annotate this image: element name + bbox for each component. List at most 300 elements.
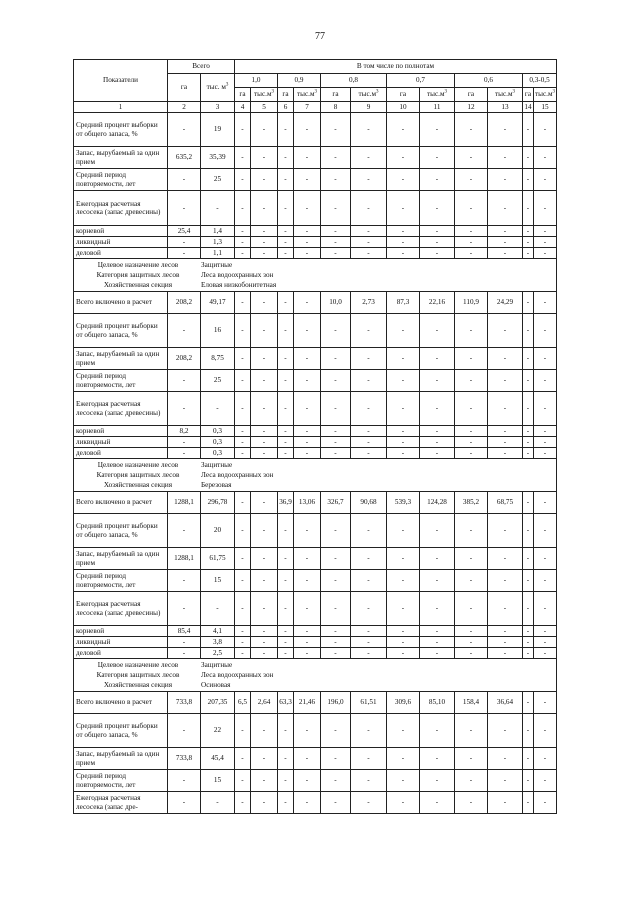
table-cell: - <box>534 637 557 648</box>
section-value: Осиновая <box>201 680 231 689</box>
table-cell: - <box>455 514 488 548</box>
table-cell: - <box>351 748 387 770</box>
table-cell: - <box>351 348 387 370</box>
table-cell: - <box>321 147 351 169</box>
row-indicator: деловой <box>74 248 168 259</box>
table-cell: - <box>251 147 278 169</box>
table-cell: - <box>278 370 294 392</box>
table-cell: - <box>351 514 387 548</box>
subheader-ha: га <box>523 88 534 102</box>
table-cell: - <box>351 548 387 570</box>
section-value: Защитные <box>201 260 233 269</box>
table-cell: 124,28 <box>420 492 455 514</box>
section-line <box>75 280 555 290</box>
header-density: 0,8 <box>321 74 387 88</box>
column-number: 1 <box>74 102 168 113</box>
table-cell: - <box>351 437 387 448</box>
column-number: 9 <box>351 102 387 113</box>
table-cell: - <box>251 113 278 147</box>
table-cell: - <box>251 570 278 592</box>
table-cell: - <box>420 626 455 637</box>
section-line <box>75 680 555 690</box>
table-cell: - <box>278 348 294 370</box>
row-indicator: Средний процент выборки от общего запаса, % <box>74 514 168 548</box>
table-cell: - <box>321 792 351 814</box>
table-cell: 10,0 <box>321 292 351 314</box>
table-cell: - <box>321 237 351 248</box>
table-cell: - <box>523 492 534 514</box>
subheader-m3: $тыс.м^3$ <box>294 88 321 102</box>
table-cell: - <box>488 592 523 626</box>
table-cell: - <box>168 314 201 348</box>
table-cell: 35,39 <box>201 147 235 169</box>
table-cell: - <box>251 292 278 314</box>
table-cell: - <box>420 437 455 448</box>
table-row <box>74 392 557 426</box>
table-cell: - <box>488 426 523 437</box>
table-cell: 208,2 <box>168 292 201 314</box>
table-cell: - <box>534 770 557 792</box>
row-indicator: ликвидный <box>74 237 168 248</box>
table-cell: 1288,1 <box>168 548 201 570</box>
table-cell: 15 <box>201 570 235 592</box>
section-line <box>75 260 555 270</box>
table-cell: 110,9 <box>455 292 488 314</box>
subheader-m3: $тыс.м^3$ <box>534 88 557 102</box>
table-cell: 733,8 <box>168 692 201 714</box>
table-cell: - <box>387 548 420 570</box>
table-cell: - <box>351 426 387 437</box>
table-cell: - <box>420 514 455 548</box>
row-indicator: Запас, вырубаемый за один прием <box>74 147 168 169</box>
table-cell: - <box>294 237 321 248</box>
table-cell: 733,8 <box>168 748 201 770</box>
table-cell: - <box>534 191 557 226</box>
header-total: Всего <box>168 60 235 74</box>
header-density: 1,0 <box>235 74 278 88</box>
table-cell: - <box>534 626 557 637</box>
table-cell: - <box>455 437 488 448</box>
table-cell: 1,1 <box>201 248 235 259</box>
table-cell: - <box>235 770 251 792</box>
row-indicator: Ежегодная расчетная лесосека (запас древесины) <box>74 191 168 226</box>
table-row <box>74 548 557 570</box>
subheader-ha: га <box>278 88 294 102</box>
table-cell: - <box>168 237 201 248</box>
table-cell: - <box>387 370 420 392</box>
table-cell: - <box>488 748 523 770</box>
table-cell: - <box>321 748 351 770</box>
table-cell: - <box>351 113 387 147</box>
table-cell: - <box>294 592 321 626</box>
table-cell: - <box>278 714 294 748</box>
table-cell: - <box>278 792 294 814</box>
table-cell: - <box>387 792 420 814</box>
table-cell: - <box>534 514 557 548</box>
table-cell: 45,4 <box>201 748 235 770</box>
table-cell: - <box>168 169 201 191</box>
header-indicators: Показатели <box>74 60 168 102</box>
table-row <box>74 113 557 147</box>
section-value: Леса водоохранных зон <box>201 270 274 279</box>
table-cell: - <box>351 237 387 248</box>
table-cell: - <box>278 314 294 348</box>
table-cell: - <box>251 714 278 748</box>
table-cell: - <box>534 448 557 459</box>
table-cell: - <box>523 570 534 592</box>
table-cell: - <box>523 226 534 237</box>
subheader-ha: га <box>235 88 251 102</box>
table-cell: - <box>351 370 387 392</box>
section-line <box>75 670 555 680</box>
table-cell: 90,68 <box>351 492 387 514</box>
table-row <box>74 637 557 648</box>
table-cell: - <box>235 226 251 237</box>
column-number: 8 <box>321 102 351 113</box>
table-cell: - <box>294 792 321 814</box>
table-cell: 158,4 <box>455 692 488 714</box>
table-cell: 1,4 <box>201 226 235 237</box>
table-cell: - <box>534 437 557 448</box>
table-cell: - <box>523 514 534 548</box>
table-cell: - <box>534 548 557 570</box>
table-cell: - <box>168 514 201 548</box>
section-header-row <box>74 259 557 292</box>
table-cell: 25,4 <box>168 226 201 237</box>
table-cell: - <box>235 548 251 570</box>
table-cell: - <box>534 226 557 237</box>
table-row <box>74 570 557 592</box>
table-cell: - <box>251 492 278 514</box>
header-total-ha: га <box>168 74 201 102</box>
table-cell: - <box>294 637 321 648</box>
table-cell: - <box>321 226 351 237</box>
table-cell: - <box>251 370 278 392</box>
table-cell: - <box>387 191 420 226</box>
table-cell: - <box>387 237 420 248</box>
table-cell: - <box>321 714 351 748</box>
table-cell: - <box>251 437 278 448</box>
table-cell: - <box>294 770 321 792</box>
table-cell: - <box>321 514 351 548</box>
subheader-m3: $тыс.м^3$ <box>488 88 523 102</box>
column-number: 5 <box>251 102 278 113</box>
row-indicator: деловой <box>74 448 168 459</box>
table-cell: - <box>455 770 488 792</box>
table-cell: - <box>488 370 523 392</box>
table-cell: - <box>294 226 321 237</box>
table-cell: - <box>321 426 351 437</box>
table-cell: - <box>278 770 294 792</box>
table-cell: - <box>420 426 455 437</box>
table-cell: - <box>420 570 455 592</box>
table-cell: - <box>488 169 523 191</box>
table-cell: - <box>294 426 321 437</box>
table-cell: - <box>420 169 455 191</box>
row-indicator: Ежегодная расчетная лесосека (запас древесины) <box>74 592 168 626</box>
table-cell: - <box>455 314 488 348</box>
table-cell: - <box>251 169 278 191</box>
row-indicator: Ежегодная расчетная лесосека (запас древесины) <box>74 392 168 426</box>
table-cell: - <box>321 191 351 226</box>
table-cell: - <box>523 548 534 570</box>
table-cell: - <box>455 714 488 748</box>
table-cell: - <box>294 448 321 459</box>
table-row <box>74 292 557 314</box>
table-cell: 68,75 <box>488 492 523 514</box>
table-cell: - <box>387 169 420 191</box>
table-cell: - <box>251 237 278 248</box>
table-cell: - <box>351 191 387 226</box>
section-header-row <box>74 659 557 692</box>
table-cell: - <box>420 348 455 370</box>
table-row <box>74 692 557 714</box>
table-cell: - <box>168 448 201 459</box>
table-cell: - <box>523 792 534 814</box>
table-cell: - <box>294 370 321 392</box>
table-cell: - <box>488 113 523 147</box>
table-cell: - <box>168 770 201 792</box>
section-key: Целевое назначение лесов <box>97 260 179 269</box>
table-cell: - <box>321 437 351 448</box>
table-cell: - <box>278 648 294 659</box>
table-cell: 61,51 <box>351 692 387 714</box>
table-cell: - <box>523 648 534 659</box>
row-indicator: Запас, вырубаемый за один прием <box>74 548 168 570</box>
table-cell: - <box>321 770 351 792</box>
table-cell: - <box>387 113 420 147</box>
section-value: Леса водоохранных зон <box>201 470 274 479</box>
table-cell: - <box>235 348 251 370</box>
table-cell: - <box>387 770 420 792</box>
table-cell: - <box>251 348 278 370</box>
table-row <box>74 770 557 792</box>
table-cell: - <box>251 626 278 637</box>
table-cell: - <box>321 570 351 592</box>
table-cell: - <box>235 637 251 648</box>
table-cell: - <box>278 637 294 648</box>
table-row <box>74 314 557 348</box>
table-cell: - <box>523 437 534 448</box>
table-cell: - <box>387 648 420 659</box>
table-cell: - <box>534 314 557 348</box>
table-cell: - <box>387 348 420 370</box>
table-cell: - <box>455 548 488 570</box>
table-cell: - <box>387 392 420 426</box>
table-cell: - <box>420 113 455 147</box>
table-row <box>74 147 557 169</box>
section-value: Леса водоохранных зон <box>201 670 274 679</box>
table-cell: - <box>294 748 321 770</box>
table-cell: - <box>523 448 534 459</box>
table-cell: - <box>251 314 278 348</box>
table-cell: - <box>251 592 278 626</box>
table-cell: - <box>168 637 201 648</box>
table-cell: - <box>278 448 294 459</box>
table-cell: - <box>387 248 420 259</box>
table-cell: - <box>321 448 351 459</box>
table-cell: - <box>534 169 557 191</box>
table-cell: - <box>455 226 488 237</box>
section-key: Категория защитных лесов <box>96 670 180 679</box>
table-cell: - <box>278 392 294 426</box>
table-cell: - <box>523 292 534 314</box>
table-cell: - <box>523 748 534 770</box>
column-number: 14 <box>524 102 532 111</box>
table-cell: - <box>488 226 523 237</box>
table-cell: 49,17 <box>201 292 235 314</box>
table-row <box>74 248 557 259</box>
table-cell: 36,64 <box>488 692 523 714</box>
table-cell: 36,9 <box>278 492 294 514</box>
table-cell: - <box>278 292 294 314</box>
table-cell: 13,06 <box>294 492 321 514</box>
table-cell: - <box>294 714 321 748</box>
column-number: 10 <box>387 102 420 113</box>
table-cell: - <box>235 426 251 437</box>
table-cell: - <box>235 392 251 426</box>
section-key: Хозяйственная секция <box>103 480 173 489</box>
table-cell: - <box>523 237 534 248</box>
section-value: Березовая <box>201 480 232 489</box>
table-cell: - <box>351 314 387 348</box>
table-cell: - <box>387 314 420 348</box>
table-cell: - <box>351 637 387 648</box>
column-number: 6 <box>278 102 294 113</box>
header-density: 0,6 <box>455 74 523 88</box>
table-cell: - <box>168 113 201 147</box>
table-cell: 309,6 <box>387 692 420 714</box>
table-cell: - <box>251 226 278 237</box>
table-cell: - <box>534 370 557 392</box>
table-cell: - <box>455 637 488 648</box>
table-cell: 196,0 <box>321 692 351 714</box>
column-number: 2 <box>168 102 201 113</box>
subheader-ha: га <box>387 88 420 102</box>
table-cell: - <box>455 626 488 637</box>
table-cell: - <box>351 792 387 814</box>
table-cell: - <box>168 792 201 814</box>
table-cell: - <box>455 191 488 226</box>
table-cell: - <box>278 191 294 226</box>
table-cell: - <box>488 648 523 659</box>
table-cell: - <box>523 248 534 259</box>
table-cell: - <box>420 770 455 792</box>
table-cell: - <box>523 592 534 626</box>
section-header-row <box>74 459 557 492</box>
table-cell: - <box>201 592 235 626</box>
table-cell: - <box>351 226 387 237</box>
table-cell: 20 <box>201 514 235 548</box>
table-cell: - <box>420 248 455 259</box>
row-indicator: ликвидный <box>74 637 168 648</box>
row-indicator: Запас, вырубаемый за один прием <box>74 348 168 370</box>
table-cell: - <box>488 714 523 748</box>
table-cell: - <box>488 770 523 792</box>
table-cell: - <box>294 648 321 659</box>
table-cell: - <box>251 792 278 814</box>
subheader-m3: $тыс.м^3$ <box>351 88 387 102</box>
table-cell: - <box>278 426 294 437</box>
table-cell: - <box>294 392 321 426</box>
table-cell: - <box>351 714 387 748</box>
table-cell: 539,3 <box>387 492 420 514</box>
table-cell: - <box>278 592 294 626</box>
column-number: 15 <box>534 102 557 113</box>
table-cell: - <box>168 570 201 592</box>
table-cell: - <box>488 448 523 459</box>
table-cell: 3,8 <box>201 637 235 648</box>
table-cell: - <box>168 248 201 259</box>
section-info <box>74 259 557 292</box>
column-number: 11 <box>420 102 455 113</box>
table-cell: - <box>523 626 534 637</box>
table-cell: - <box>455 570 488 592</box>
table-cell: - <box>488 626 523 637</box>
table-cell: 8,2 <box>168 426 201 437</box>
table-cell: - <box>534 748 557 770</box>
table-cell: - <box>251 448 278 459</box>
table-cell: - <box>278 248 294 259</box>
table-cell: - <box>387 147 420 169</box>
section-key: Хозяйственная секция <box>103 680 173 689</box>
table-cell: - <box>523 392 534 426</box>
row-indicator: Средний процент выборки от общего запаса, % <box>74 314 168 348</box>
section-key: Категория защитных лесов <box>96 270 180 279</box>
section-key: Целевое назначение лесов <box>97 460 179 469</box>
table-cell: 208,2 <box>168 348 201 370</box>
table-row <box>74 348 557 370</box>
table-row <box>74 448 557 459</box>
table-cell: - <box>534 692 557 714</box>
table-cell: - <box>251 191 278 226</box>
table-cell: - <box>251 637 278 648</box>
table-cell: 21,46 <box>294 692 321 714</box>
table-cell: - <box>523 169 534 191</box>
table-cell: - <box>251 514 278 548</box>
table-cell: 22 <box>201 714 235 748</box>
table-cell: - <box>488 348 523 370</box>
table-cell: 6,5 <box>235 692 251 714</box>
table-cell: - <box>455 169 488 191</box>
table-cell: - <box>523 113 534 147</box>
table-cell: - <box>488 191 523 226</box>
table-cell: - <box>420 147 455 169</box>
table-cell: - <box>321 113 351 147</box>
table-cell: - <box>420 714 455 748</box>
table-cell: - <box>278 626 294 637</box>
table-cell: - <box>235 492 251 514</box>
table-cell: - <box>488 314 523 348</box>
table-cell: - <box>294 292 321 314</box>
table-cell: - <box>168 370 201 392</box>
table-cell: - <box>251 426 278 437</box>
table-cell: - <box>534 792 557 814</box>
table-cell: - <box>251 392 278 426</box>
section-line <box>75 480 555 490</box>
column-number: 3 <box>201 102 235 113</box>
table-cell: - <box>201 392 235 426</box>
table-cell: - <box>235 626 251 637</box>
table-cell: - <box>387 570 420 592</box>
table-cell: - <box>235 169 251 191</box>
table-cell: 0,3 <box>201 426 235 437</box>
section-value: Еловая низкобонитетная <box>201 280 277 289</box>
table-cell: - <box>420 548 455 570</box>
table-cell: 63,3 <box>278 692 294 714</box>
subheader-ha: га <box>455 88 488 102</box>
table-cell: - <box>420 592 455 626</box>
